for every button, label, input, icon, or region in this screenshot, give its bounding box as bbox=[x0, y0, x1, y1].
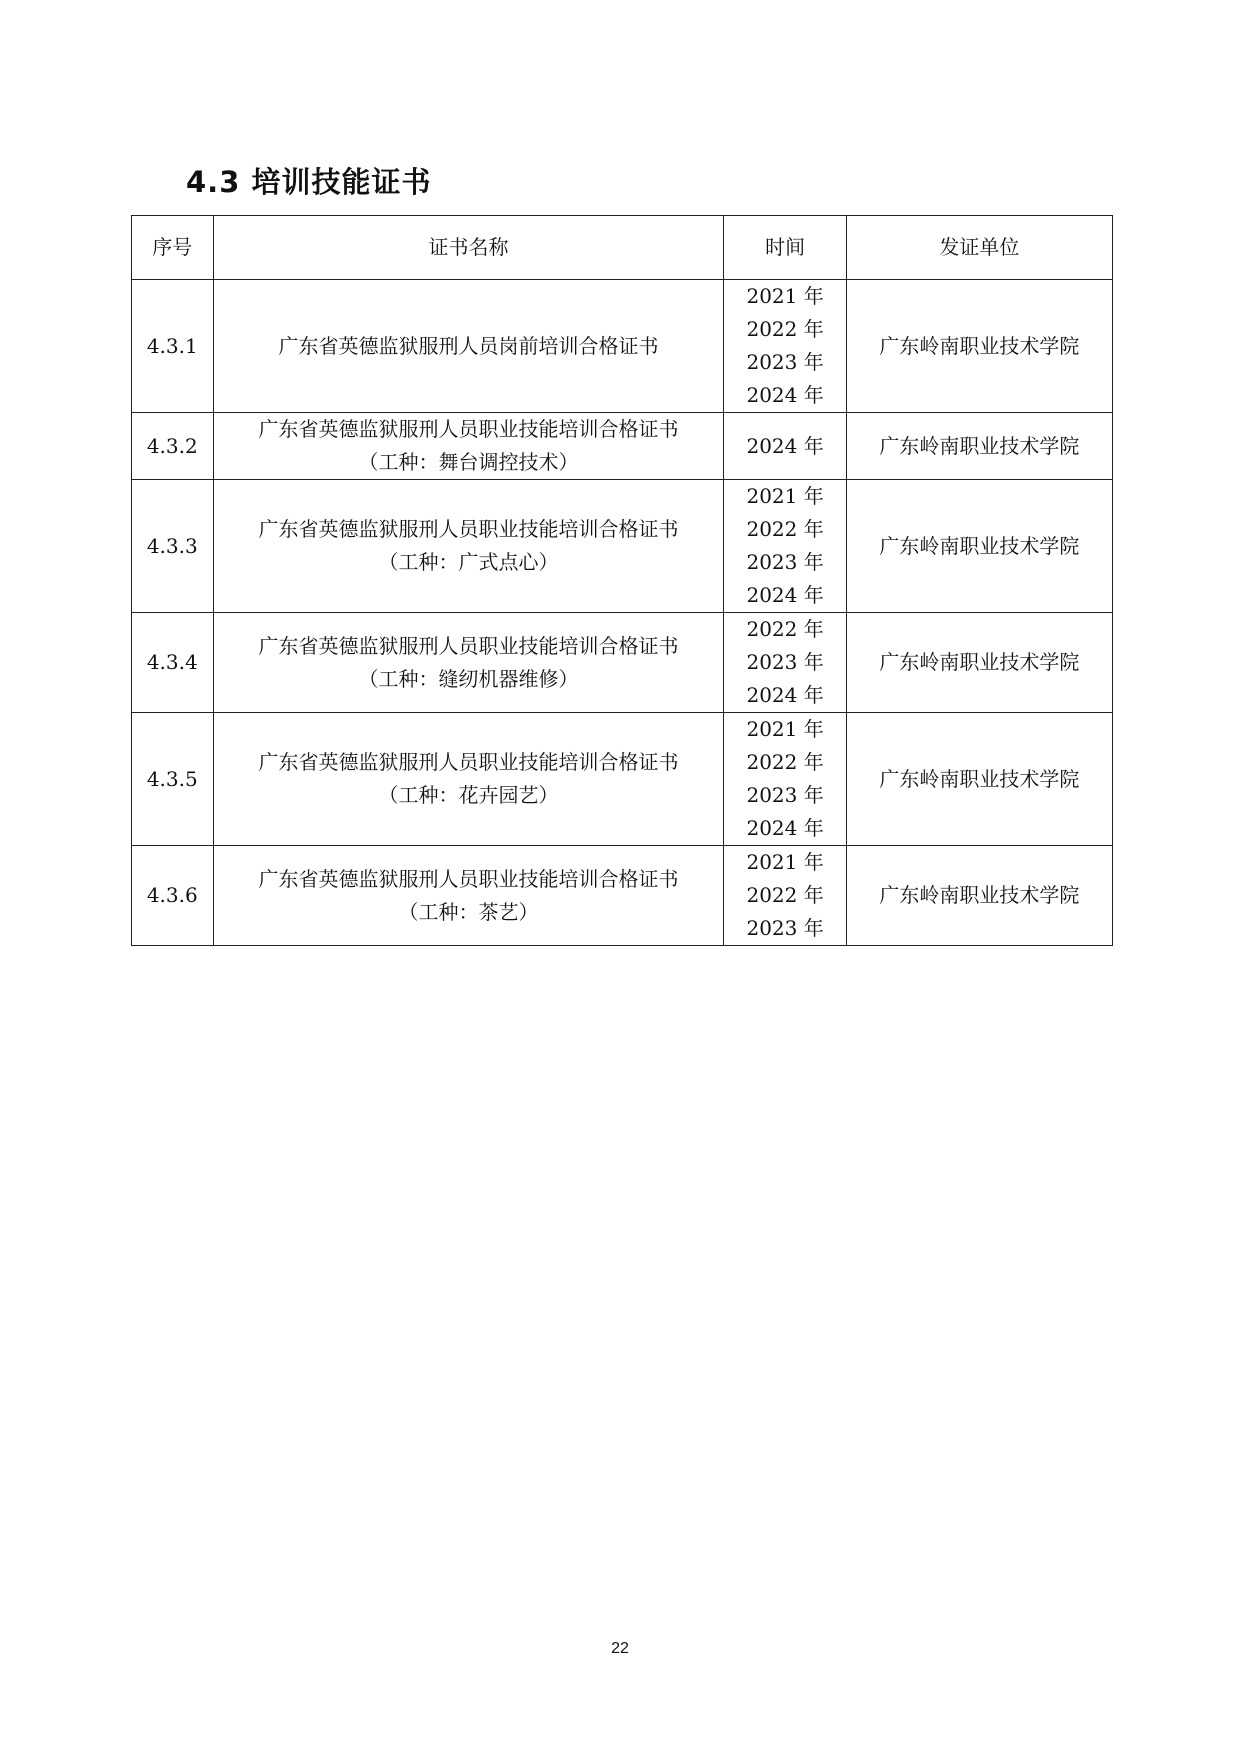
row-cert-name bbox=[213, 613, 724, 713]
year-entry: 2022 年 bbox=[746, 883, 824, 907]
row-issuer: 广东岭南职业技术学院 bbox=[846, 480, 1112, 613]
year-entry: 2022 年 bbox=[746, 750, 824, 774]
row-index: 4.3.1 bbox=[132, 280, 214, 413]
year-entry: 2021 年 bbox=[746, 284, 824, 308]
year-entry: 2021 年 bbox=[746, 484, 824, 508]
row-cert-name bbox=[213, 280, 724, 413]
table-row bbox=[132, 846, 1113, 946]
row-index: 4.3.2 bbox=[132, 413, 214, 480]
row-index: 4.3.3 bbox=[132, 480, 214, 613]
row-years bbox=[724, 480, 846, 613]
year-entry: 2024 年 bbox=[746, 816, 824, 840]
year-entry: 2024 年 bbox=[746, 583, 824, 607]
table-row bbox=[132, 413, 1113, 480]
cert-trade-line: （工种：广式点心） bbox=[378, 550, 559, 574]
certificate-table bbox=[131, 215, 1113, 946]
cert-trade-line: （工种：舞台调控技术） bbox=[358, 450, 579, 474]
row-years bbox=[724, 280, 846, 413]
cert-name-line: 广东省英德监狱服刑人员职业技能培训合格证书 bbox=[258, 633, 679, 658]
page-number: 22 bbox=[611, 1640, 629, 1657]
year-entry: 2021 年 bbox=[746, 850, 824, 874]
row-years bbox=[724, 613, 846, 713]
year-entry: 2023 年 bbox=[746, 916, 824, 940]
row-years bbox=[724, 413, 846, 480]
year-entry: 2022 年 bbox=[746, 317, 824, 341]
row-issuer: 广东岭南职业技术学院 bbox=[846, 846, 1112, 946]
row-cert-name bbox=[213, 846, 724, 946]
row-years bbox=[724, 846, 846, 946]
row-issuer: 广东岭南职业技术学院 bbox=[846, 280, 1112, 413]
table-row bbox=[132, 613, 1113, 713]
header-name: 证书名称 bbox=[213, 216, 724, 280]
row-issuer: 广东岭南职业技术学院 bbox=[846, 713, 1112, 846]
row-issuer: 广东岭南职业技术学院 bbox=[846, 613, 1112, 713]
cert-trade-line: （工种：花卉园艺） bbox=[378, 783, 559, 807]
table-row bbox=[132, 280, 1113, 413]
table-row bbox=[132, 713, 1113, 846]
table-row bbox=[132, 480, 1113, 613]
row-cert-name bbox=[213, 480, 724, 613]
year-entry: 2023 年 bbox=[746, 783, 824, 807]
table-header-row bbox=[132, 216, 1113, 280]
row-cert-name bbox=[213, 413, 724, 480]
row-index: 4.3.5 bbox=[132, 713, 214, 846]
row-years bbox=[724, 713, 846, 846]
year-entry: 2022 年 bbox=[746, 517, 824, 541]
cert-name-line: 广东省英德监狱服刑人员职业技能培训合格证书 bbox=[258, 517, 679, 541]
cert-name-line: 广东省英德监狱服刑人员职业技能培训合格证书 bbox=[258, 866, 679, 891]
header-issuer: 发证单位 bbox=[846, 216, 1112, 280]
section-title: 4.3 培训技能证书 bbox=[186, 165, 432, 199]
row-index: 4.3.6 bbox=[132, 846, 214, 946]
cert-name-line: 广东省英德监狱服刑人员职业技能培训合格证书 bbox=[258, 417, 679, 441]
row-index: 4.3.4 bbox=[132, 613, 214, 713]
header-index: 序号 bbox=[132, 216, 214, 280]
year-entry: 2024 年 bbox=[746, 433, 824, 458]
header-time: 时间 bbox=[724, 216, 846, 280]
year-entry: 2023 年 bbox=[746, 550, 824, 574]
row-issuer: 广东岭南职业技术学院 bbox=[846, 413, 1112, 480]
year-entry: 2024 年 bbox=[746, 683, 824, 707]
year-entry: 2023 年 bbox=[746, 350, 824, 374]
year-entry: 2023 年 bbox=[746, 650, 824, 674]
cert-name-line: 广东省英德监狱服刑人员岗前培训合格证书 bbox=[278, 333, 659, 358]
cert-name-line: 广东省英德监狱服刑人员职业技能培训合格证书 bbox=[258, 750, 679, 774]
year-entry: 2021 年 bbox=[746, 717, 824, 741]
row-cert-name bbox=[213, 713, 724, 846]
cert-trade-line: （工种：缝纫机器维修） bbox=[358, 666, 579, 691]
year-entry: 2022 年 bbox=[746, 617, 824, 641]
year-entry: 2024 年 bbox=[746, 383, 824, 407]
cert-trade-line: （工种：茶艺） bbox=[398, 899, 539, 924]
